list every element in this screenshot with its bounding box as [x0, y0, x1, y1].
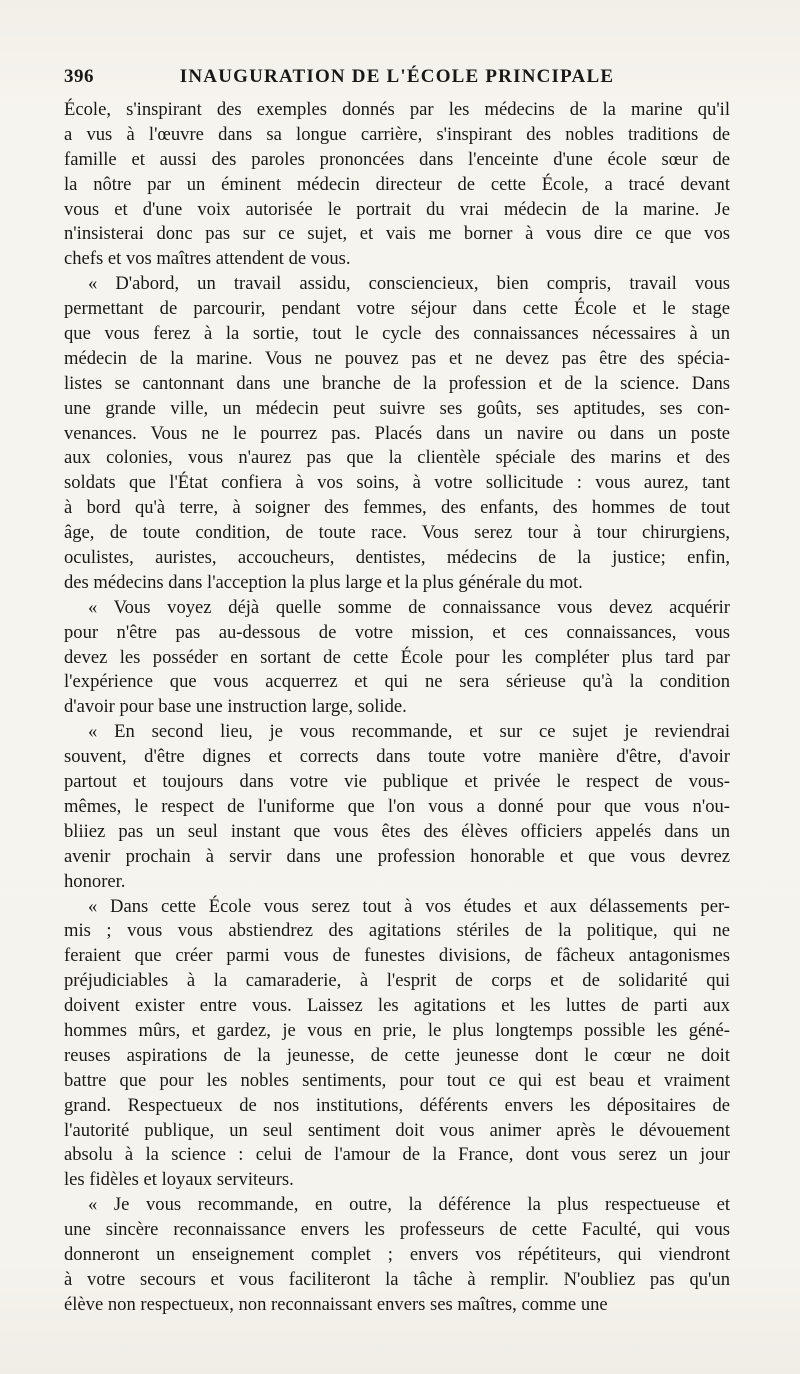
text-line: oculistes, auristes, accoucheurs, dentistes, médecins de la justice; enfin, — [64, 547, 730, 569]
text-line: École, s'inspirant des exemples donnés par les médecins de la marine qu'il — [64, 99, 730, 120]
text-line: devez les posséder en sortant de cette École pour les compléter plus tard par — [64, 646, 730, 668]
text-line: venances. Vous ne le pourrez pas. Placés dans un navire ou dans un poste — [64, 422, 730, 444]
text-line: âge, de toute condition, de toute race. Vous serez tour à tour chirurgiens, — [64, 522, 730, 544]
paragraph — [64, 720, 730, 894]
text-line: soldats que l'État confiera à vos soins, à votre sollicitude : vous aurez, tant — [64, 472, 730, 494]
text-line: honorer. — [64, 870, 126, 892]
text-line: une grande ville, un médecin peut suivre ses goûts, ses aptitudes, ses con- — [64, 397, 730, 419]
text-line: chefs et vos maîtres attendent de vous. — [64, 248, 351, 270]
paragraph — [64, 272, 730, 596]
text-line: « D'abord, un travail assidu, consciencieux, bien compris, travail vous — [88, 273, 730, 295]
text-line: mêmes, le respect de l'uniforme que l'on vous a donné pour que vous n'ou- — [64, 795, 730, 817]
text-line: vous et d'une voix autorisée le portrait du vrai médecin de la marine. Je — [64, 198, 730, 220]
text-line: famille et aussi des paroles prononcées dans l'enceinte d'une école sœur de — [64, 148, 730, 170]
text-line: médecin de la marine. Vous ne pouvez pas et ne devez pas être des spécia- — [64, 347, 730, 369]
page-number: 396 — [64, 66, 94, 87]
text-line: mis ; vous vous abstiendrez des agitations stériles de la politique, qui ne — [64, 920, 730, 942]
text-line: la nôtre par un éminent médecin directeur de cette École, a tracé devant — [64, 173, 730, 195]
paragraph — [64, 895, 730, 1194]
text-line: « Vous voyez déjà quelle somme de connaissance vous devez acquérir — [88, 596, 730, 618]
text-line: battre que pour les nobles sentiments, pour tout ce qui est beau et vraiment — [64, 1069, 730, 1091]
paragraph — [64, 596, 730, 720]
text-line: grand. Respectueux de nos institutions, déférents envers les dépositaires de — [64, 1094, 730, 1116]
text-line: « En second lieu, je vous recommande, et sur ce sujet je reviendrai — [88, 721, 730, 743]
text-line: doivent exister entre vous. Laissez les agitations et les luttes de parti aux — [64, 995, 730, 1017]
text-line: n'insisterai donc pas sur ce sujet, et vais me borner à vous dire ce que vos — [64, 223, 730, 245]
text-line: à bord qu'à terre, à soigner des femmes, des enfants, des hommes de tout — [64, 497, 730, 519]
text-line: a vus à l'œuvre dans sa longue carrière, s'inspirant des nobles traditions de — [64, 123, 730, 145]
text-line: pour n'être pas au-dessous de votre mission, et ces connaissances, vous — [64, 621, 730, 643]
text-line: hommes mûrs, et gardez, je vous en prie, le plus longtemps possible les géné- — [64, 1019, 730, 1041]
paragraph — [64, 1193, 730, 1317]
text-line: permettant de parcourir, pendant votre séjour dans cette École et le stage — [64, 298, 730, 320]
text-line: absolu à la science : celui de l'amour de la France, dont vous serez un jour — [64, 1144, 730, 1166]
running-title: INAUGURATION DE L'ÉCOLE PRINCIPALE — [179, 66, 615, 87]
text-line: à votre secours et vous faciliteront la tâche à remplir. N'oubliez pas qu'un — [64, 1268, 730, 1290]
text-line: « Dans cette École vous serez tout à vos études et aux délassements per- — [88, 895, 730, 917]
text-line: partout et toujours dans votre vie publique et privée le respect de vous- — [64, 771, 730, 793]
text-line: listes se cantonnant dans une branche de la profession et de la science. Dans — [64, 372, 730, 394]
text-line: l'autorité publique, un seul sentiment doit vous animer après le dévouement — [64, 1119, 730, 1141]
text-line: avenir prochain à servir dans une profession honorable et que vous devrez — [64, 845, 730, 867]
paragraph — [64, 98, 730, 272]
text-line: que vous ferez à la sortie, tout le cycle des connaissances nécessaires à un — [64, 323, 730, 345]
text-line: des médecins dans l'acception la plus large et la plus générale du mot. — [64, 571, 583, 593]
text-line: « Je vous recommande, en outre, la déférence la plus respectueuse et — [88, 1194, 730, 1216]
text-line: donneront un enseignement complet ; envers vos répétiteurs, qui viendront — [64, 1243, 730, 1265]
text-line: d'avoir pour base une instruction large, solide. — [64, 696, 407, 718]
text-line: élève non respectueux, non reconnaissant envers ses maîtres, comme une — [64, 1293, 608, 1315]
text-line: souvent, d'être dignes et corrects dans toute votre manière d'être, d'avoir — [64, 746, 730, 768]
text-line: feraient que créer parmi vous de funestes divisions, de fâcheux antagonismes — [64, 945, 730, 967]
text-line: aux colonies, vous n'aurez pas que la clientèle spéciale des marins et des — [64, 447, 730, 469]
text-line: bliiez pas un seul instant que vous êtes des élèves officiers appelés dans un — [64, 820, 730, 842]
text-line: les fidèles et loyaux serviteurs. — [64, 1169, 294, 1191]
text-line: reuses aspirations de la jeunesse, de cette jeunesse dont le cœur ne doit — [64, 1044, 730, 1066]
text-line: une sincère reconnaissance envers les professeurs de cette Faculté, qui vous — [64, 1219, 730, 1241]
text-line: l'expérience que vous acquerrez et qui ne sera sérieuse qu'à la condition — [64, 671, 730, 693]
text-line: préjudiciables à la camaraderie, à l'esprit de corps et de solidarité qui — [64, 970, 730, 992]
body-text — [64, 98, 730, 1318]
page-header — [64, 66, 730, 96]
